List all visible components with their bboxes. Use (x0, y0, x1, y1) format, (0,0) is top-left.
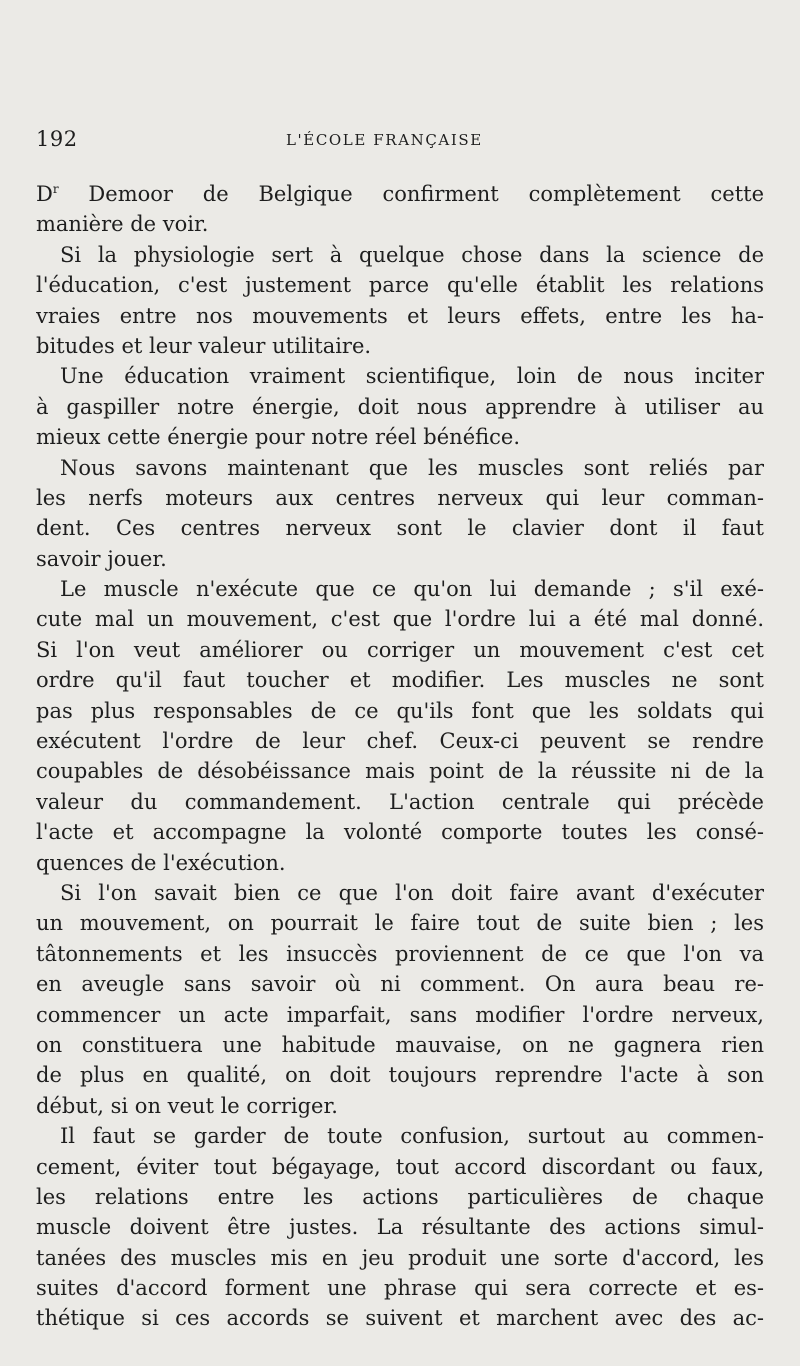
text-line-30: début, si on veut le corriger. (36, 1093, 338, 1118)
text-line-0: $D^r$ Demoor de Belgique confirment complètement cette (36, 182, 764, 206)
text-line-35: tanées des muscles mis en jeu produit une sorte d'accord, les (36, 1245, 764, 1270)
text-line-5: bitudes et leur valeur utilitaire. (36, 333, 372, 358)
text-line-9: Nous savons maintenant que les muscles sont reliés par (60, 455, 764, 480)
text-line-34: muscle doivent être justes. La résultante des actions simul- (36, 1215, 764, 1240)
text-line-13: Le muscle n'exécute que ce qu'on lui demande ; s'il exé- (60, 577, 764, 602)
text-line-10: les nerfs moteurs aux centres nerveux qui leur comman- (36, 485, 764, 510)
text-line-31: Il faut se garder de toute confusion, surtout au commen- (60, 1124, 764, 1149)
text-line-32: cement, éviter tout bégayage, tout accord discordant ou faux, (36, 1154, 764, 1179)
text-line-14: cute mal un mouvement, c'est que l'ordre lui a été mal donné. (36, 607, 764, 632)
running-header (36, 127, 760, 157)
text-line-4: vraies entre nos mouvements et leurs effets, entre les ha- (36, 303, 764, 328)
text-line-23: Si l'on savait bien ce que l'on doit faire avant d'exécuter (60, 880, 764, 905)
text-line-33: les relations entre les actions particulières de chaque (36, 1184, 764, 1209)
text-line-21: l'acte et accompagne la volonté comporte toutes les consé- (36, 820, 764, 845)
text-line-17: pas plus responsables de ce qu'ils font que les soldats qui (36, 698, 764, 723)
text-line-19: coupables de désobéissance mais point de la réussite ni de la (36, 759, 764, 784)
text-line-16: ordre qu'il faut toucher et modifier. Les muscles ne sont (36, 668, 764, 693)
text-line-27: commencer un acte imparfait, sans modifier l'ordre nerveux, (36, 1002, 764, 1027)
text-line-26: en aveugle sans savoir où ni comment. On aura beau re- (36, 972, 764, 997)
doctor-abbrev: D (36, 182, 53, 206)
text-line-12: savoir jouer. (36, 546, 167, 571)
doctor-abbrev-sup: r (52, 182, 59, 196)
text-line-7: à gaspiller notre énergie, doit nous apprendre à utiliser au (36, 394, 764, 419)
text-line-1: manière de voir. (36, 212, 209, 237)
text-line-24: un mouvement, on pourrait le faire tout de suite bien ; les (36, 911, 764, 936)
body-text (36, 179, 764, 1334)
text-line-15: Si l'on veut améliorer ou corriger un mouvement c'est cet (36, 637, 764, 662)
text-line-36: suites d'accord forment une phrase qui sera correcte et es- (36, 1276, 764, 1301)
text-line-11: dent. Ces centres nerveux sont le clavier dont il faut (36, 516, 764, 541)
text-line-28: on constituera une habitude mauvaise, on ne gagnera rien (36, 1032, 764, 1057)
text-line-6: Une éducation vraiment scientifique, loin de nous inciter (60, 364, 764, 389)
text-line-37: thétique si ces accords se suivent et marchent avec des ac- (36, 1306, 764, 1331)
text-line-25: tâtonnements et les insuccès proviennent de ce que l'on va (36, 941, 764, 966)
text-line-29: de plus en qualité, on doit toujours reprendre l'acte à son (36, 1063, 764, 1088)
text-line-8: mieux cette énergie pour notre réel bénéfice. (36, 425, 521, 450)
text-line-20: valeur du commandement. L'action centrale qui précède (36, 789, 764, 814)
text-line-3: l'éducation, c'est justement parce qu'elle établit les relations (36, 273, 764, 298)
text-line-2: Si la physiologie sert à quelque chose dans la science de (60, 242, 764, 267)
running-title: L'ÉCOLE FRANÇAISE (286, 131, 483, 149)
text-line-18: exécutent l'ordre de leur chef. Ceux-ci peuvent se rendre (36, 729, 764, 754)
text-line-22: quences de l'exécution. (36, 850, 286, 875)
page-number: 192 (36, 127, 78, 151)
